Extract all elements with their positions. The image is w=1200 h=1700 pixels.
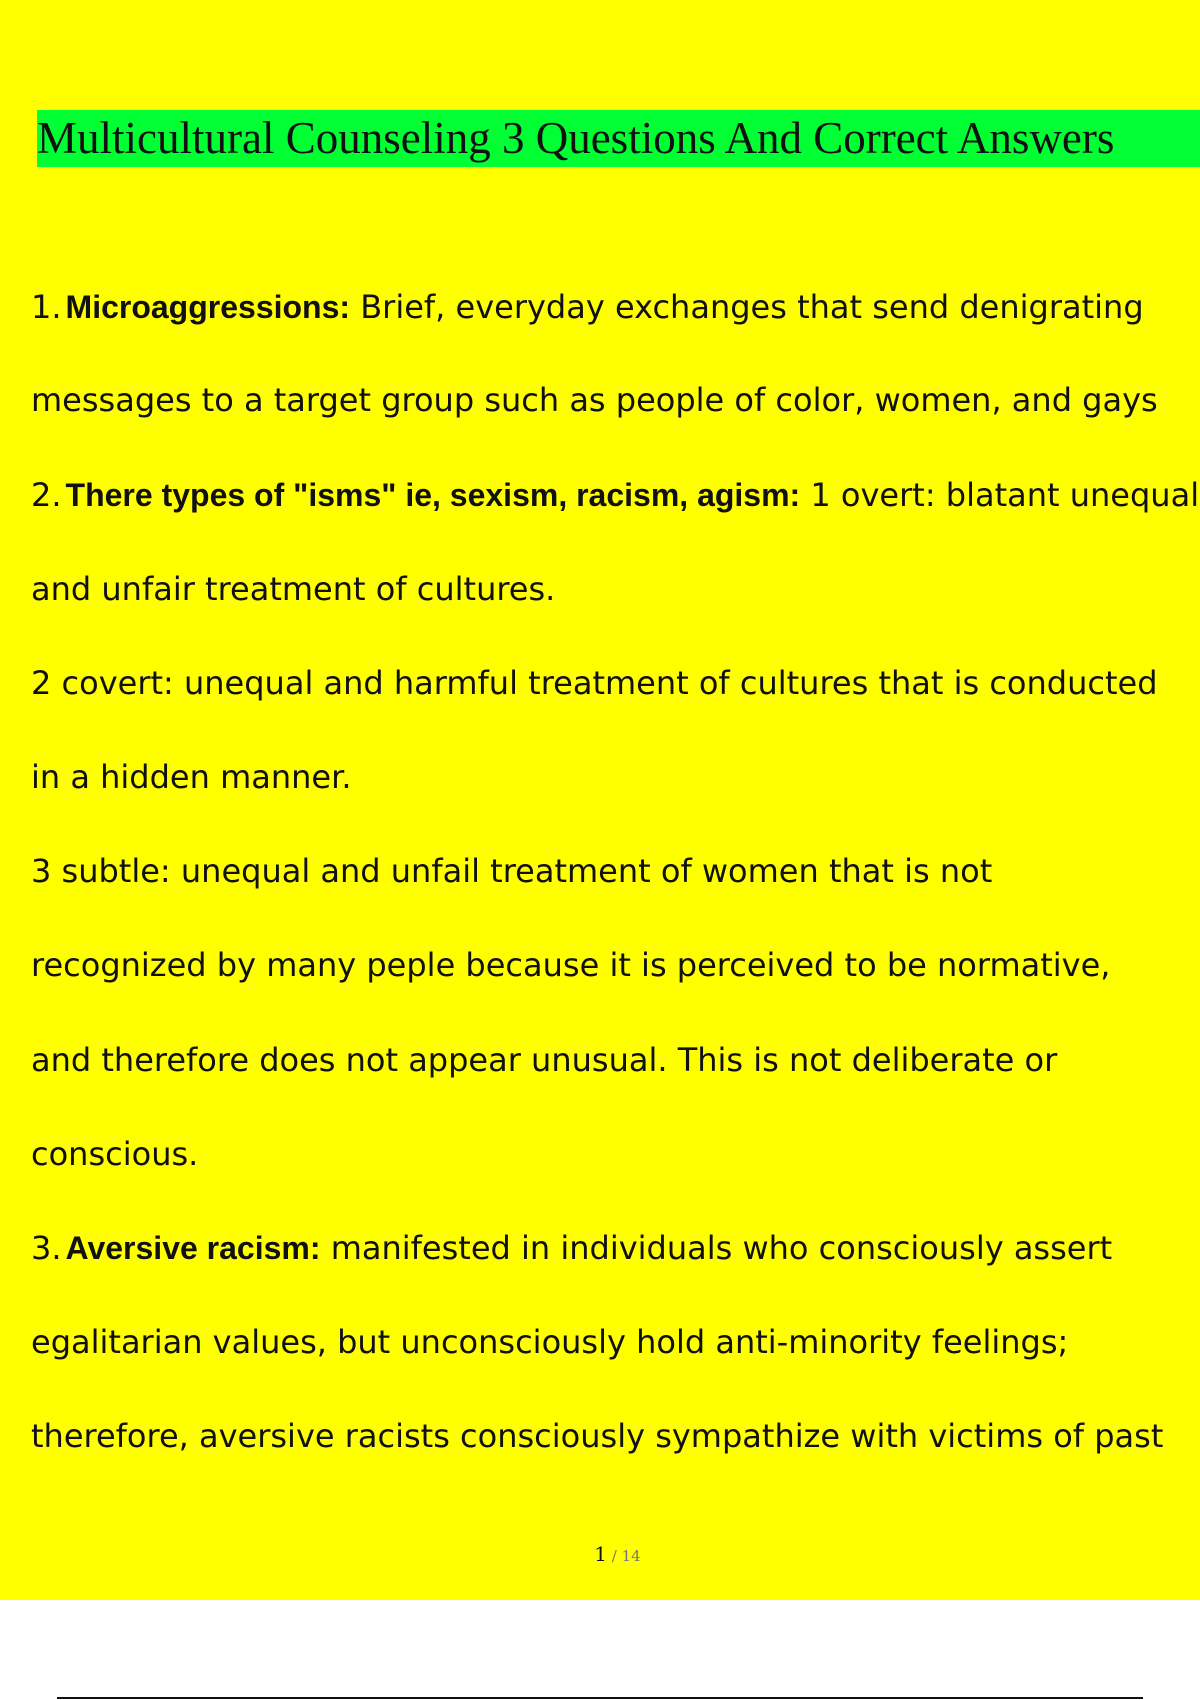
- item-number: 2.: [31, 476, 62, 514]
- item-number: 3.: [31, 1229, 62, 1267]
- item-2-line-4: in a hidden manner.: [31, 758, 352, 796]
- item-2-line-2: and unfair treatment of cultures.: [31, 570, 556, 608]
- item-2-line-8: conscious.: [31, 1135, 199, 1173]
- item-definition: manifested in individuals who consciously assert: [320, 1229, 1113, 1267]
- item-2-line-3: 2 covert: unequal and harmful treatment of cultures that is conducted: [31, 664, 1158, 702]
- page-total: / 14: [607, 1547, 641, 1565]
- item-term: There types of "isms" ie, sexism, racism, agism:: [65, 477, 801, 513]
- item-1-line-2: messages to a target group such as people of color, women, and gays: [31, 381, 1158, 419]
- item-2-line-5: 3 subtle: unequal and unfail treatment of women that is not: [31, 852, 993, 890]
- item-2-line-1: [31, 475, 1199, 515]
- item-term: Aversive racism:: [65, 1230, 321, 1266]
- title-highlight: [37, 110, 1200, 167]
- item-2-line-7: and therefore does not appear unusual. This is not deliberate or: [31, 1041, 1058, 1079]
- page-number: [0, 1542, 1200, 1568]
- item-number: 1.: [31, 288, 62, 326]
- item-definition: 1 overt: blatant unequal: [800, 476, 1200, 514]
- item-3-line-1: [31, 1228, 1112, 1268]
- item-2-line-6: recognized by many peple because it is perceived to be normative,: [31, 946, 1111, 984]
- footer-divider: [57, 1697, 1143, 1699]
- item-3-line-2: egalitarian values, but unconsciously hold anti-minority feelings;: [31, 1323, 1069, 1361]
- item-term: Microaggressions:: [65, 289, 351, 325]
- page-current: 1: [594, 1542, 608, 1566]
- item-3-line-3: therefore, aversive racists consciously sympathize with victims of past: [31, 1417, 1164, 1455]
- item-definition: Brief, everyday exchanges that send denigrating: [350, 288, 1144, 326]
- document-title: Multicultural Counseling 3 Questions And Correct Answers: [37, 113, 1115, 163]
- item-1-line-1: [31, 287, 1144, 327]
